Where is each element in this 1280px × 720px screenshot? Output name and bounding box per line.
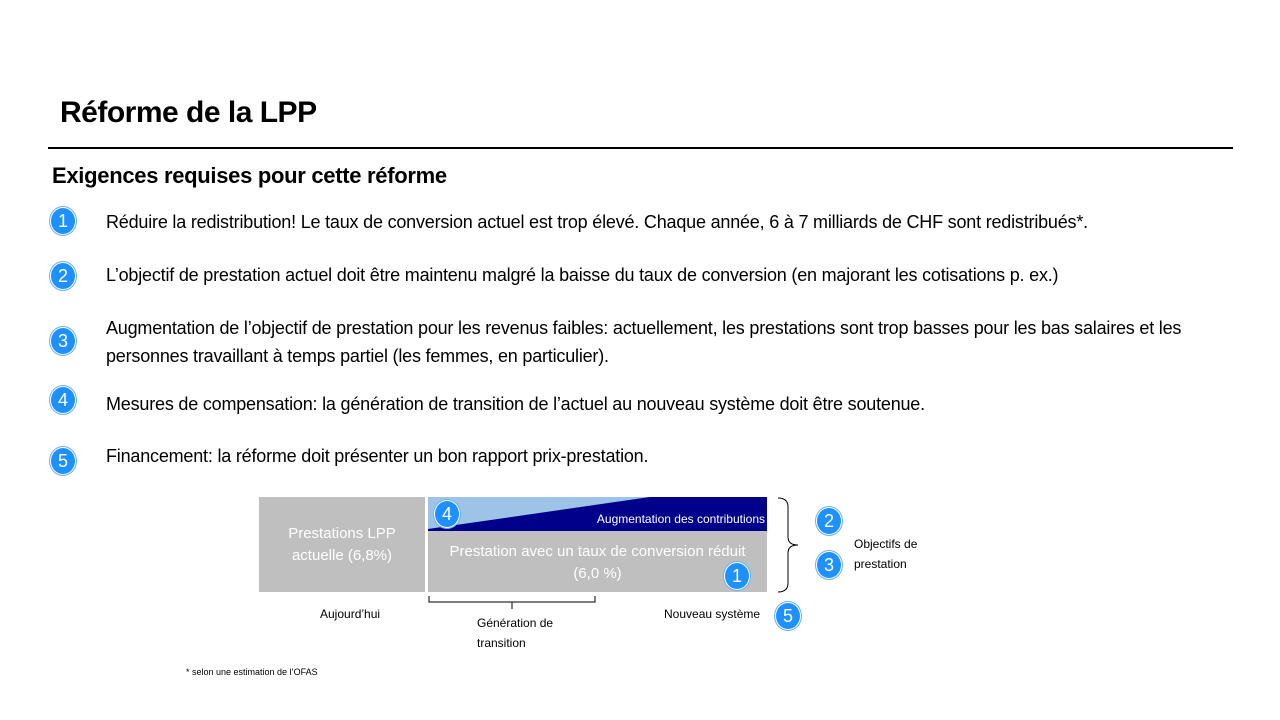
page-title: Réforme de la LPP [60, 96, 317, 129]
number-badge-4: 4 [50, 386, 76, 414]
requirement-text-2: L’objectif de prestation actuel doit être maintenu malgré la baisse du taux de conversion (en majorant les cotisations p. ex.) [106, 265, 1059, 285]
number-badge-3: 3 [50, 327, 76, 355]
requirement-text-5: Financement: la réforme doit présenter un bon rapport prix-prestation. [106, 446, 649, 466]
requirement-text-1: Réduire la redistribution! Le taux de conversion actuel est trop élevé. Chaque année, 6 à 7 milliards de CHF sont redistribués*. [106, 212, 1088, 232]
new-benefit-label: Prestation avec un taux de conversion réduit (6,0 %) [449, 543, 746, 582]
current-benefits-label: Prestations LPP actuelle (6,8%) [288, 524, 396, 564]
objectives-bracket [776, 497, 806, 593]
diagram-badge-4: 4 [434, 500, 460, 528]
footnote: * selon une estimation de l’OFAS [186, 667, 318, 677]
today-label: Aujourd’hui [320, 607, 381, 621]
section-subtitle: Exigences requises pour cette réforme [52, 163, 447, 188]
transition-bracket [428, 596, 596, 610]
title-divider [48, 147, 1233, 149]
diagram-badge-5: 5 [775, 602, 801, 630]
transition-label: Génération de transition [477, 616, 554, 650]
number-badge-2: 2 [50, 262, 76, 290]
new-benefit-box [428, 531, 767, 592]
current-benefits-box [259, 497, 425, 592]
diagram-badge-1: 1 [724, 562, 750, 590]
objectives-label: Objectifs de prestation [854, 537, 918, 571]
objective-badge-2: 2 [816, 507, 842, 535]
new-system-label: Nouveau système [664, 607, 761, 621]
objective-badge-3: 3 [816, 551, 842, 579]
number-badge-1: 1 [50, 207, 76, 235]
requirement-text-4: Mesures de compensation: la génération de transition de l’actuel au nouveau système doit être soutenue. [106, 394, 925, 414]
requirement-text-3: Augmentation de l’objectif de prestation pour les revenus faibles: actuellement, les prestations sont trop basses pour les bas salaires et les personnes travaillant à temps partiel (les femmes, en particulier). [106, 318, 1182, 366]
contributions-label: Augmentation des contributions [596, 512, 765, 526]
number-badge-5: 5 [50, 447, 76, 475]
